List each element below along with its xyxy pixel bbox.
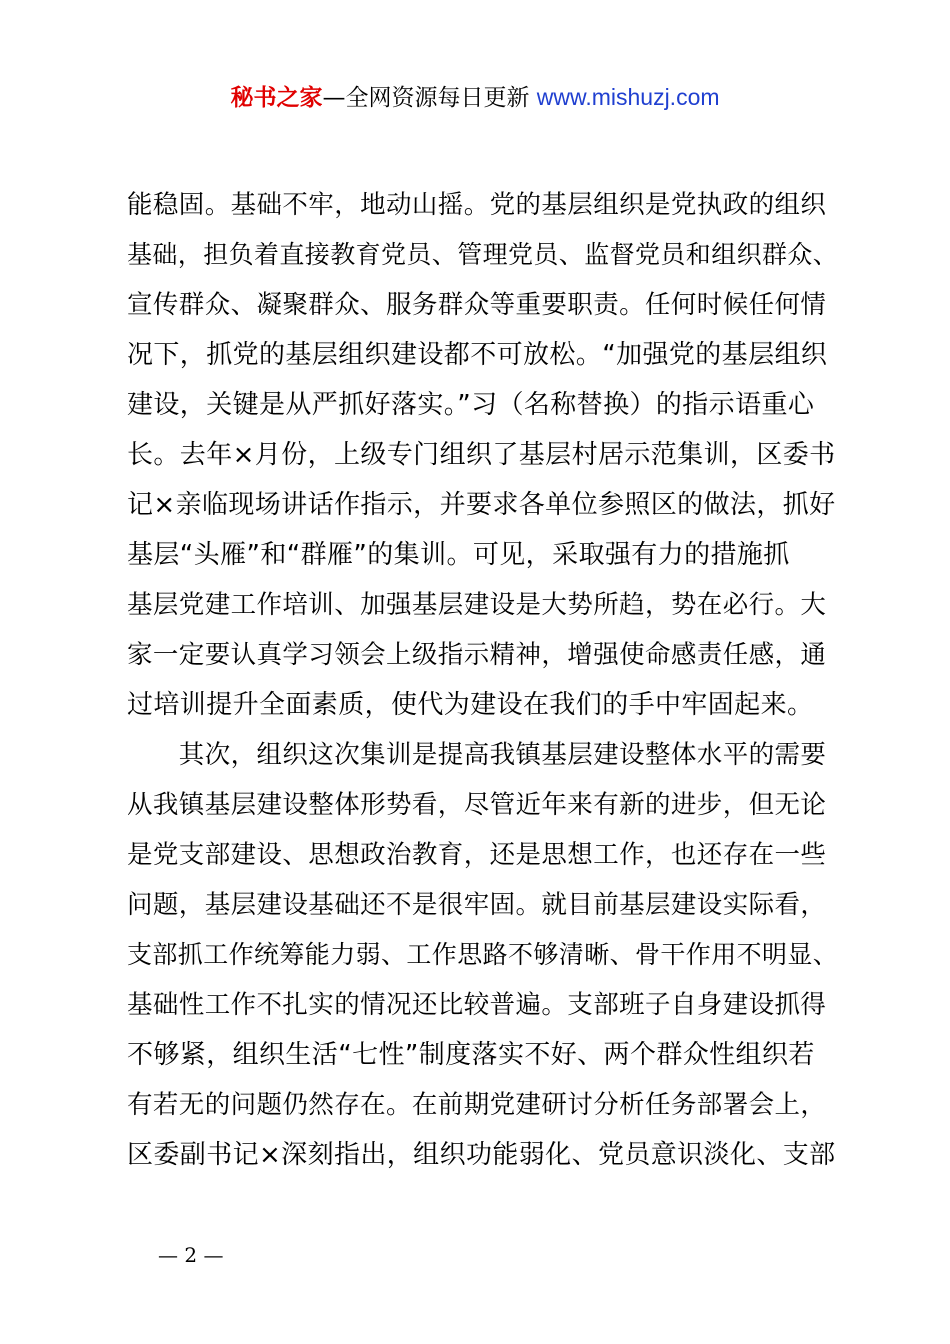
text-line: 况下，抓党的基层组织建设都不可放松。“加强党的基层组织 xyxy=(127,340,828,370)
site-url[interactable]: www.mishuzj.com xyxy=(536,84,720,110)
document-body xyxy=(127,180,839,1180)
text-line: 长。去年×月份，上级专门组织了基层村居示范集训，区委书 xyxy=(127,440,836,470)
text-line: 有若无的问题仍然存在。在前期党建研讨分析任务部署会上， xyxy=(127,1090,827,1120)
text-line: 基础，担负着直接教育党员、管理党员、监督党员和组织群众、 xyxy=(127,240,839,269)
site-tagline: —全网资源每日更新 xyxy=(322,85,530,111)
text-line: 过培训提升全面素质，使代为建设在我们的手中牢固起来。 xyxy=(127,690,814,720)
text-line: 能稳固。基础不牢，地动山摇。党的基层组织是党执政的组织 xyxy=(127,190,827,220)
text-line: 家一定要认真学习领会上级指示精神，增强使命感责任感，通 xyxy=(127,640,827,670)
text-line: 基础性工作不扎实的情况还比较普遍。支部班子自身建设抓得 xyxy=(127,990,827,1020)
text-line: 基层党建工作培训、加强基层建设是大势所趋，势在必行。大 xyxy=(127,590,827,620)
text-line: 从我镇基层建设整体形势看，尽管近年来有新的进步，但无论 xyxy=(127,790,827,820)
text-line: 区委副书记×深刻指出，组织功能弱化、党员意识淡化、支部 xyxy=(127,1140,836,1170)
page-header xyxy=(0,80,950,115)
text-line: 宣传群众、凝聚群众、服务群众等重要职责。任何时候任何情 xyxy=(127,290,827,320)
text-line: 支部抓工作统筹能力弱、工作思路不够清晰、骨干作用不明显、 xyxy=(127,940,839,969)
text-line: 不够紧，组织生活“七性”制度落实不好、两个群众性组织若 xyxy=(127,1040,815,1070)
text-line: 基层“头雁”和“群雁”的集训。可见，采取强有力的措施抓 xyxy=(127,540,790,570)
text-line: 是党支部建设、思想政治教育，还是思想工作，也还存在一些 xyxy=(127,840,827,870)
text-line: 建设，关键是从严抓好落实。”习（名称替换）的指示语重心 xyxy=(127,390,815,420)
text-line: 记×亲临现场讲话作指示，并要求各单位参照区的做法，抓好 xyxy=(127,490,836,520)
text-line: 问题，基层建设基础还不是很牢固。就目前基层建设实际看， xyxy=(127,890,827,920)
site-brand: 秘书之家 xyxy=(230,85,323,111)
page-number: — 2 — xyxy=(158,1243,224,1267)
text-line: 其次，组织这次集训是提高我镇基层建设整体水平的需要 xyxy=(127,740,827,770)
